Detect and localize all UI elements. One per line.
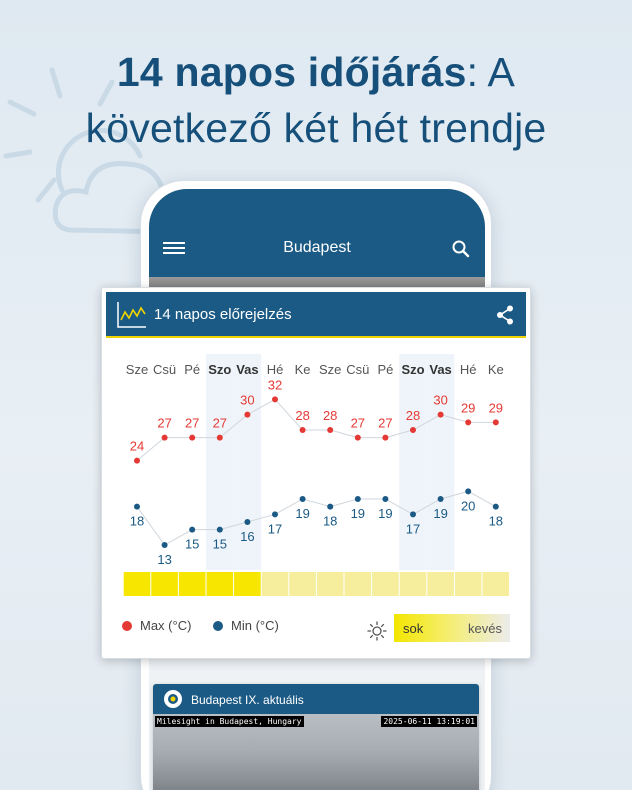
max-temp-point <box>438 412 444 418</box>
max-temp-point <box>300 427 306 433</box>
headline-line-1 <box>0 44 632 100</box>
min-temp-point <box>300 496 306 502</box>
max-temp-point <box>382 435 388 441</box>
legend-min-label: Min (°C) <box>231 618 279 633</box>
min-temp-label: 18 <box>129 513 145 529</box>
min-temp-label: 18 <box>322 513 338 529</box>
max-temp-point <box>134 458 140 464</box>
max-temp-label: 28 <box>322 408 338 423</box>
min-temp-point <box>134 504 140 510</box>
min-temp-label: 17 <box>267 521 283 537</box>
max-temp-label: 24 <box>129 438 145 454</box>
webcam-icon <box>163 689 183 709</box>
legend-max-label: Max (°C) <box>140 618 192 633</box>
min-temp-point <box>465 488 471 494</box>
max-temp-label: 27 <box>350 415 366 431</box>
max-temp-label: 29 <box>488 400 504 416</box>
max-temp-point <box>189 435 195 441</box>
day-label: Vas <box>429 362 452 377</box>
sunshine-cell <box>317 572 344 596</box>
webcam-overlay-location: Milesight in Budapest, Hungary <box>157 717 302 726</box>
forecast-card-title: 14 napos előrejelzés <box>154 306 292 323</box>
headline <box>0 44 632 156</box>
max-temp-point <box>410 427 416 433</box>
day-label: Sze <box>125 362 149 377</box>
forecast-chart <box>102 288 532 608</box>
max-temp-label: 27 <box>378 415 393 431</box>
app-bar <box>149 189 485 277</box>
sunshine-cell <box>427 572 454 596</box>
max-temp-point <box>162 435 168 441</box>
sunshine-cell <box>400 572 427 596</box>
max-temp-point <box>493 419 499 425</box>
sunshine-cell <box>179 572 206 596</box>
sunshine-cell <box>124 572 151 596</box>
day-label: Ke <box>487 362 504 377</box>
webcam-overlay-timestamp: 2025-06-11 13:19:01 <box>383 717 475 726</box>
min-temp-point <box>162 542 168 548</box>
max-temp-point <box>355 435 361 441</box>
weekend-shade <box>399 354 427 570</box>
sunshine-cell <box>372 572 399 596</box>
min-temp-point <box>493 504 499 510</box>
sunshine-cell <box>234 572 261 596</box>
sunshine-scale-low: kevés <box>468 621 502 636</box>
app-bar-city-title: Budapest <box>283 239 351 256</box>
min-temp-label: 15 <box>184 536 200 552</box>
min-temp-label: 19 <box>433 506 448 521</box>
max-temp-point <box>217 435 223 441</box>
day-label: Hé <box>266 362 284 377</box>
min-temp-point <box>382 496 388 502</box>
max-temp-point <box>244 412 250 418</box>
legend-min-dot <box>213 621 223 631</box>
max-temp-label: 29 <box>460 400 476 416</box>
min-temp-label: 20 <box>460 498 476 514</box>
max-temp-label: 27 <box>212 415 228 431</box>
min-temp-label: 17 <box>405 521 421 537</box>
min-temp-label: 15 <box>212 536 228 552</box>
day-label: Pé <box>377 362 394 377</box>
chart-legend <box>122 618 297 633</box>
sunshine-cell <box>345 572 372 596</box>
min-temp-label: 19 <box>378 506 393 521</box>
day-label: Pé <box>184 362 201 377</box>
max-temp-label: 28 <box>405 408 421 423</box>
max-temp-label: 30 <box>433 392 448 408</box>
day-label: Szo <box>401 362 425 377</box>
max-temp-point <box>272 396 278 402</box>
max-temp-point <box>327 427 333 433</box>
min-temp-point <box>327 504 333 510</box>
weekend-shade <box>427 354 455 570</box>
min-temp-point <box>189 527 195 533</box>
max-temp-label: 30 <box>240 392 255 408</box>
max-temp-label: 27 <box>157 415 172 431</box>
max-temp-label: 27 <box>184 415 200 431</box>
sunshine-scale-high: sok <box>403 621 424 636</box>
min-temp-label: 19 <box>295 506 310 521</box>
day-label: Sze <box>318 362 342 377</box>
day-label: Szo <box>208 362 232 377</box>
day-label: Ke <box>294 362 311 377</box>
headline-line-2: következő két hét trendje <box>85 105 547 151</box>
sunshine-cell <box>455 572 482 596</box>
min-temp-label: 16 <box>240 529 255 544</box>
webcam-card-header <box>153 684 479 714</box>
min-temp-point <box>438 496 444 502</box>
sunshine-cell <box>289 572 316 596</box>
sun-icon <box>367 621 387 641</box>
min-temp-point <box>272 511 278 517</box>
max-temp-label: 32 <box>267 377 283 393</box>
day-label: Csü <box>153 362 177 377</box>
min-temp-point <box>410 511 416 517</box>
headline-bold: 14 napos időjárás <box>116 49 467 95</box>
max-temp-point <box>465 419 471 425</box>
day-label: Hé <box>459 362 477 377</box>
day-label: Csü <box>346 362 370 377</box>
headline-rest: : A <box>466 49 516 95</box>
sunshine-cell <box>151 572 178 596</box>
sunshine-cell <box>262 572 289 596</box>
min-temp-label: 13 <box>157 552 172 567</box>
webcam-card[interactable] <box>153 684 479 790</box>
min-temp-label: 19 <box>350 506 366 521</box>
webcam-card-title: Budapest IX. aktuális <box>191 693 304 707</box>
forecast-card <box>101 287 531 659</box>
day-label: Vas <box>236 362 259 377</box>
legend-max <box>122 618 191 633</box>
sunshine-scale <box>394 614 510 642</box>
min-temp-label: 18 <box>488 513 504 529</box>
min-temp-point <box>244 519 250 525</box>
max-temp-label: 28 <box>295 408 310 423</box>
min-temp-point <box>355 496 361 502</box>
legend-min <box>213 618 279 633</box>
legend-max-dot <box>122 621 132 631</box>
min-temp-point <box>217 527 223 533</box>
sunshine-cell <box>483 572 510 596</box>
sunshine-cell <box>207 572 234 596</box>
search-icon[interactable] <box>451 239 471 259</box>
